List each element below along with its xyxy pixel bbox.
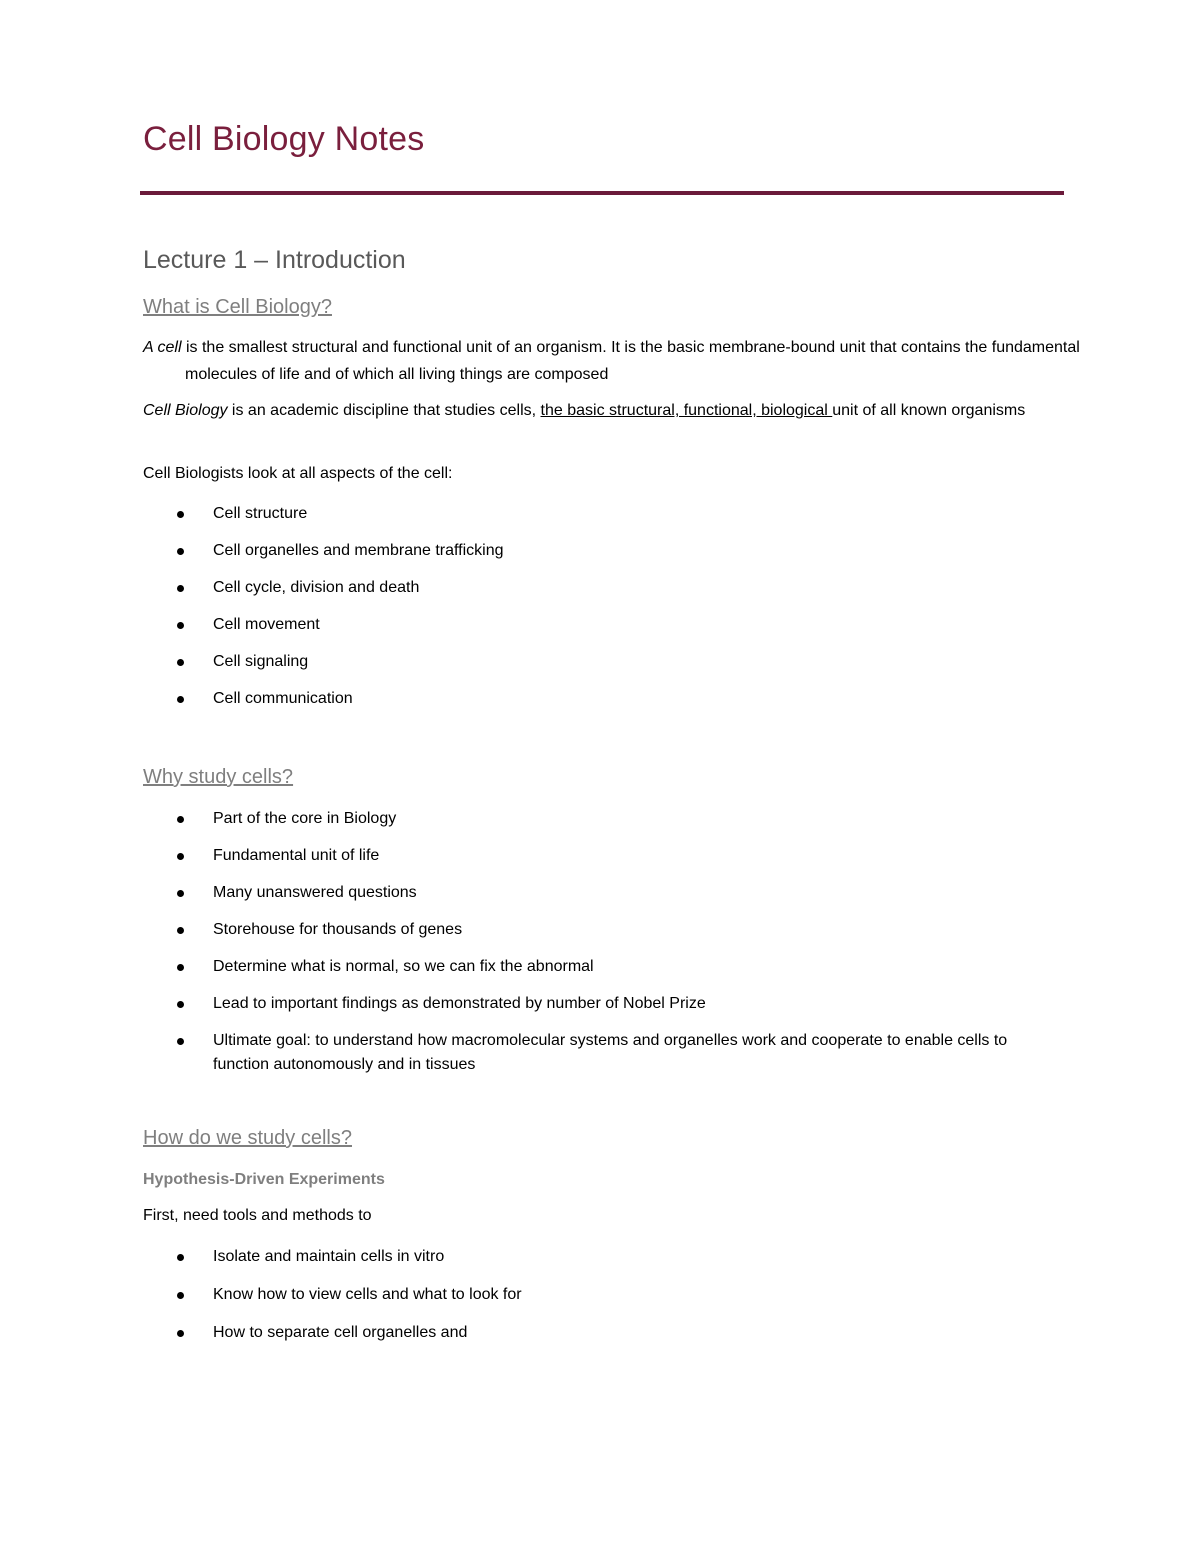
aspects-list bbox=[172, 502, 1062, 711]
list-item-text: Know how to view cells and what to look for bbox=[213, 1286, 522, 1303]
list-item bbox=[172, 1321, 1062, 1345]
list-item-text: Cell cycle, division and death bbox=[213, 579, 420, 596]
bullet-icon bbox=[177, 853, 184, 860]
subheading-hypothesis: Hypothesis-Driven Experiments bbox=[143, 1171, 385, 1188]
tools-intro: First, need tools and methods to bbox=[143, 1207, 372, 1224]
list-item bbox=[172, 807, 1062, 831]
bullet-icon bbox=[177, 927, 184, 934]
bullet-icon bbox=[177, 548, 184, 555]
title-divider bbox=[140, 191, 1064, 195]
list-item bbox=[172, 881, 1062, 905]
list-item bbox=[172, 576, 1062, 600]
list-item-text: How to separate cell organelles and bbox=[213, 1324, 468, 1341]
list-item-text: Isolate and maintain cells in vitro bbox=[213, 1248, 445, 1265]
definition-cell-biology bbox=[143, 397, 1105, 424]
bullet-icon bbox=[177, 622, 184, 629]
bullet-icon bbox=[177, 1038, 184, 1045]
bullet-icon bbox=[177, 1254, 184, 1261]
definition-cb-text-before: is an academic discipline that studies cells, bbox=[227, 402, 541, 419]
list-item bbox=[172, 650, 1062, 674]
list-item-text: Fundamental unit of life bbox=[213, 847, 380, 864]
list-item-text: Determine what is normal, so we can fix the abnormal bbox=[213, 958, 594, 975]
list-item bbox=[172, 1283, 1062, 1307]
bullet-icon bbox=[177, 696, 184, 703]
bullet-icon bbox=[177, 816, 184, 823]
list-item-text: Cell movement bbox=[213, 616, 320, 633]
bullet-icon bbox=[177, 964, 184, 971]
why-list bbox=[172, 807, 1062, 1077]
list-item-text: Cell communication bbox=[213, 690, 353, 707]
list-item-text: Part of the core in Biology bbox=[213, 810, 397, 827]
term-cell: A cell bbox=[143, 339, 182, 356]
bullet-icon bbox=[177, 1292, 184, 1299]
bullet-icon bbox=[177, 585, 184, 592]
list-item bbox=[172, 502, 1062, 526]
list-item bbox=[172, 613, 1062, 637]
tools-list bbox=[172, 1245, 1062, 1345]
list-item-text: Cell organelles and membrane trafficking bbox=[213, 542, 504, 559]
definition-cb-text-after: unit of all known organisms bbox=[832, 402, 1026, 419]
bullet-icon bbox=[177, 890, 184, 897]
list-item-text: Ultimate goal: to understand how macromolecular systems and organelles work and cooperate to enable cells to function autonomously and in tissues bbox=[213, 1032, 1008, 1073]
section-heading-why: Why study cells? bbox=[143, 766, 294, 788]
lecture-heading: Lecture 1 – Introduction bbox=[143, 246, 406, 274]
definition-cb-underlined: the basic structural, functional, biological bbox=[540, 402, 833, 419]
list-item-text: Cell signaling bbox=[213, 653, 309, 670]
list-item-text: Lead to important findings as demonstrated by number of Nobel Prize bbox=[213, 995, 706, 1012]
list-item bbox=[172, 539, 1062, 563]
list-item bbox=[172, 844, 1062, 868]
bullet-icon bbox=[177, 659, 184, 666]
list-item-text: Cell structure bbox=[213, 505, 308, 522]
list-item-text: Storehouse for thousands of genes bbox=[213, 921, 463, 938]
list-item-text: Many unanswered questions bbox=[213, 884, 417, 901]
section-heading-what: What is Cell Biology? bbox=[143, 296, 332, 318]
list-item bbox=[172, 918, 1062, 942]
bullet-icon bbox=[177, 511, 184, 518]
bullet-icon bbox=[177, 1001, 184, 1008]
list-item bbox=[172, 955, 1062, 979]
list-item bbox=[172, 687, 1062, 711]
term-cell-biology: Cell Biology bbox=[143, 402, 228, 419]
list-item bbox=[172, 1245, 1062, 1269]
definition-cell-text: is the smallest structural and functional unit of an organism. It is the basic membrane-bound unit that contains the fundamental molecules of life and of which all living things are composed bbox=[181, 339, 1080, 383]
list-item bbox=[172, 992, 1062, 1016]
aspects-intro: Cell Biologists look at all aspects of the cell: bbox=[143, 465, 453, 482]
section-heading-how: How do we study cells? bbox=[143, 1127, 352, 1149]
bullet-icon bbox=[177, 1330, 184, 1337]
document-title: Cell Biology Notes bbox=[143, 120, 425, 158]
list-item bbox=[172, 1029, 1062, 1077]
definition-cell bbox=[143, 334, 1105, 388]
